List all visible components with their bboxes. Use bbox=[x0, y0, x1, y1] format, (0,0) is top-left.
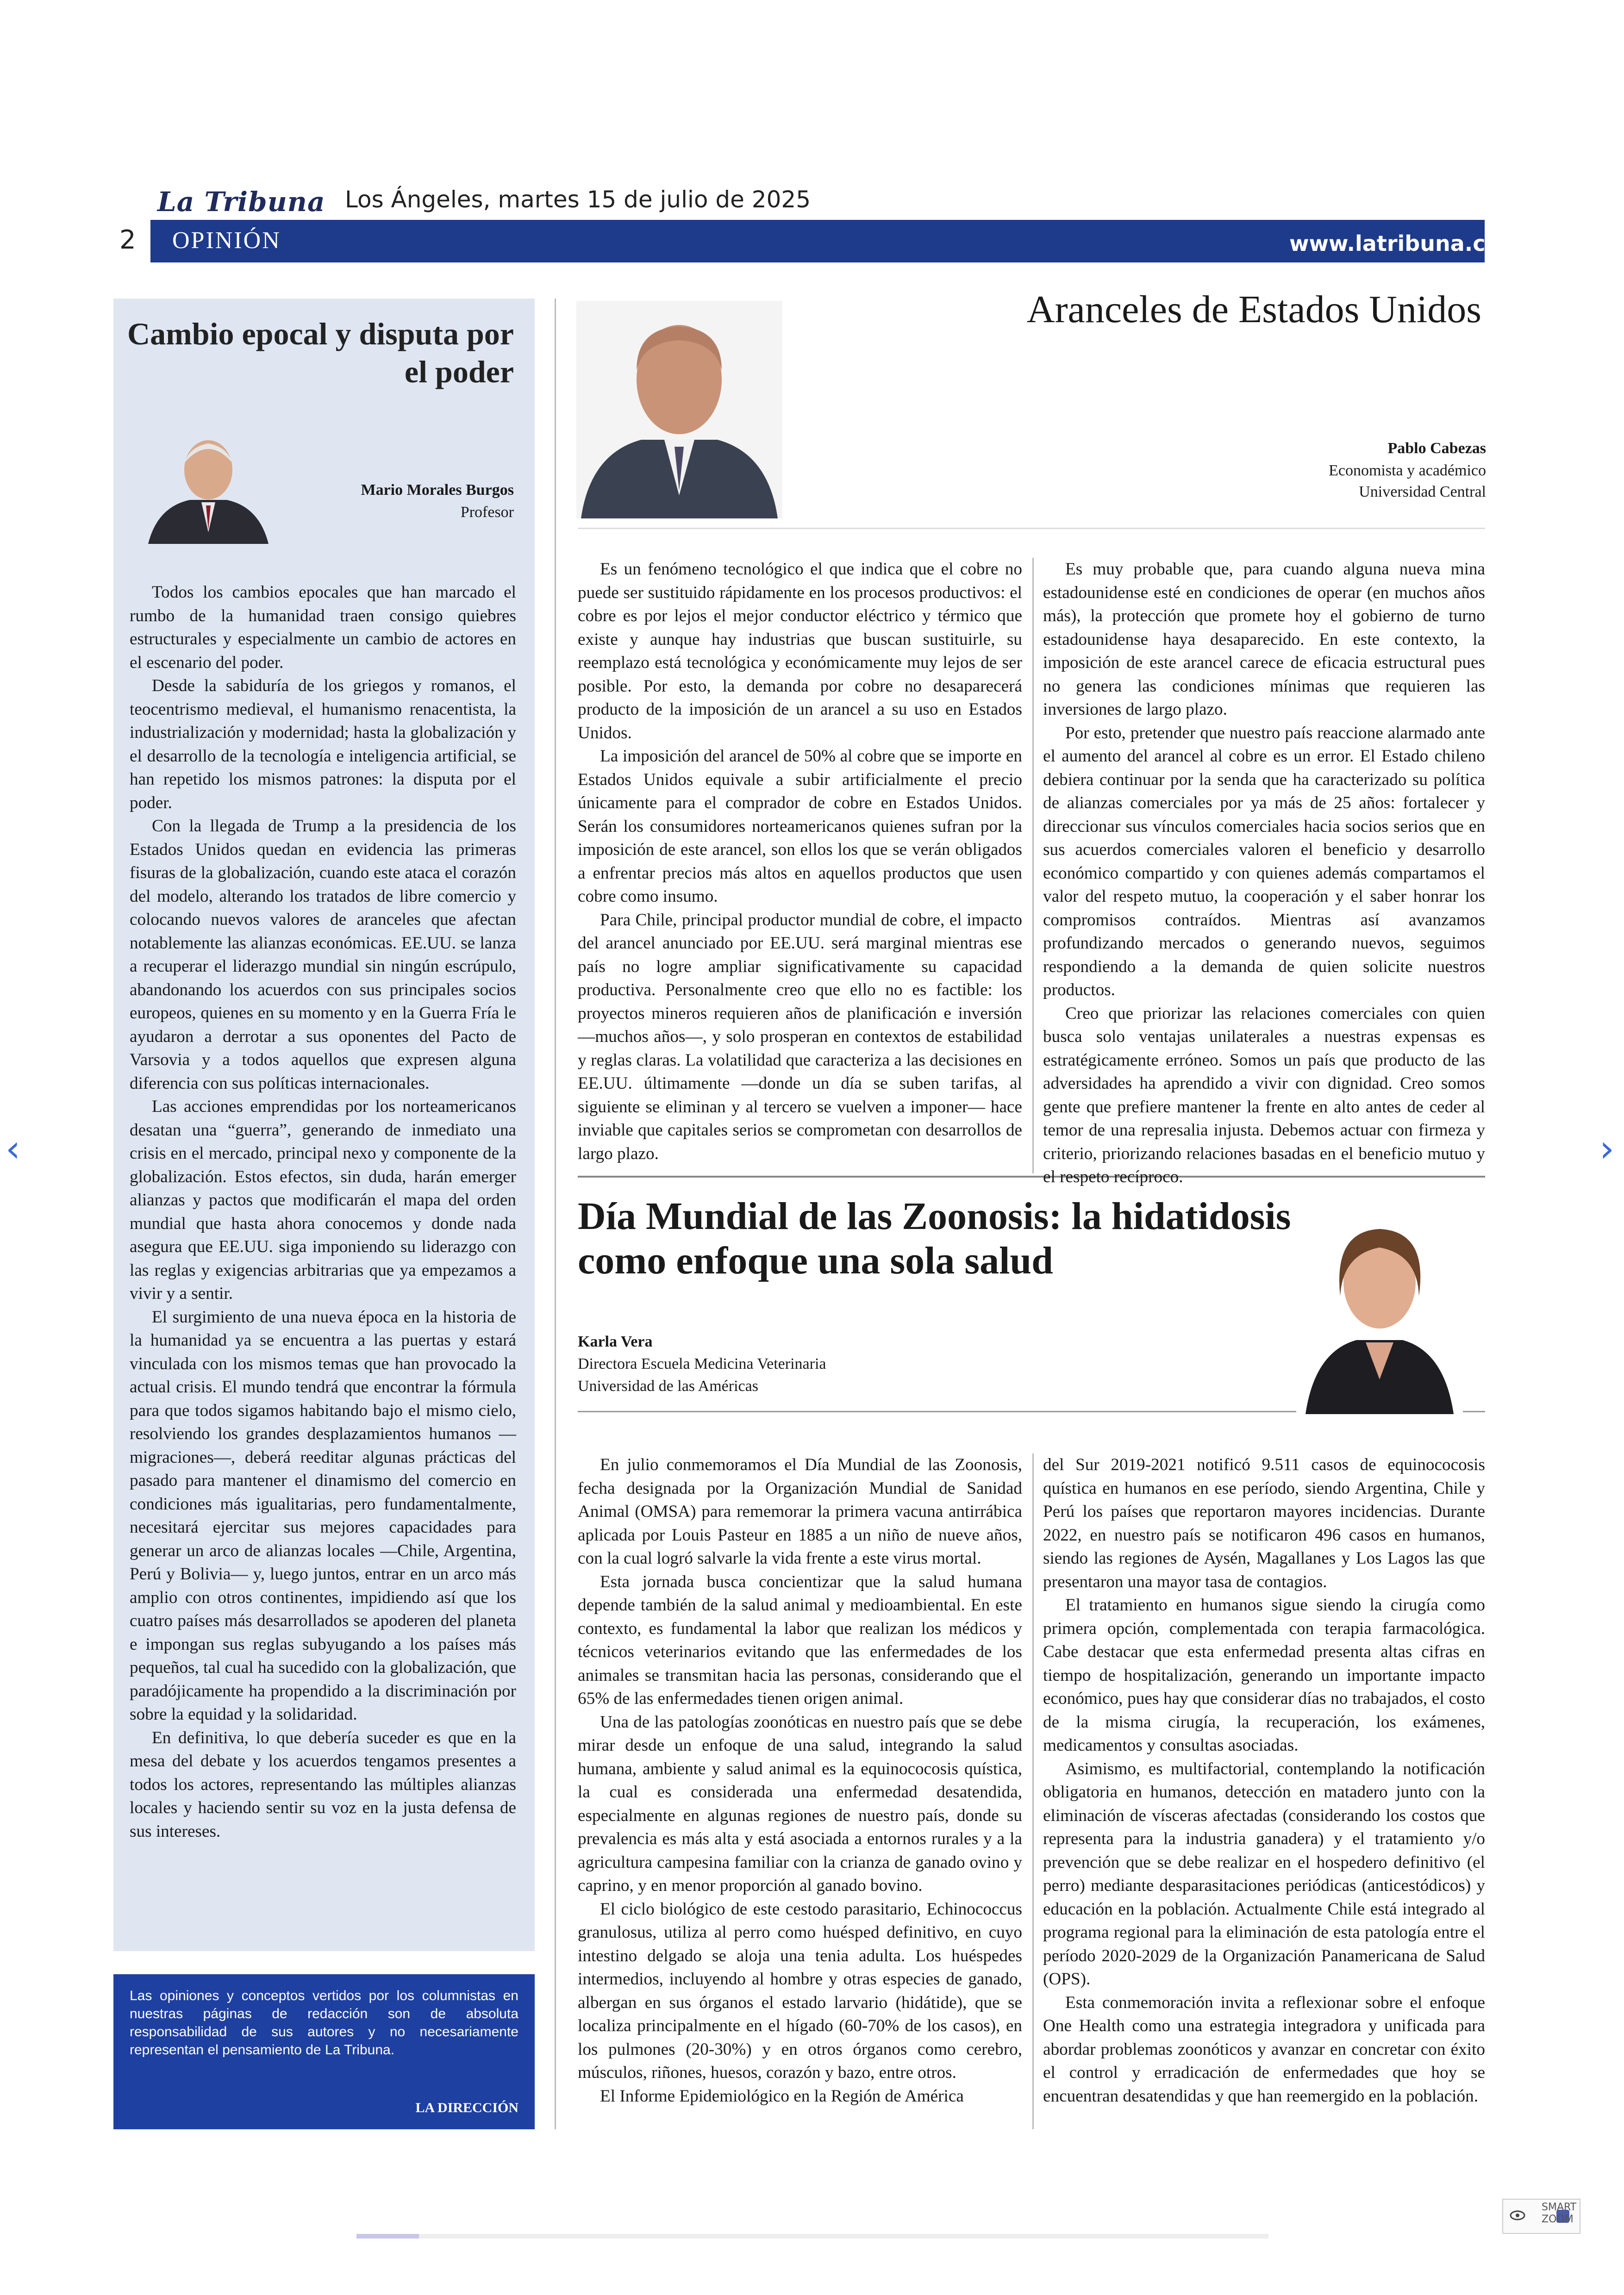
paragraph: Con la llegada de Trump a la presidencia de los Estados Unidos quedan en evidencia las primeras fisuras de la globalización, cuando este ataca el corazón del modelo, alterando los tratados de libre comercio y colocando nuevos valores de aranceles que afectan notablemente las alianzas económicas. EE.UU. se lanza a recuperar el liderazgo mundial sin ningún escrúpulo, abandonando los acuerdos con sus principales socios europeos, quienes en su momento y en la Guerra Fría le ayudaron a derrotar a sus oponentes del Pacto de Varsovia y a todos aquellos que expresen alguna diferencia con sus políticas internacionales. bbox=[130, 817, 516, 1093]
paragraph: El ciclo biológico de este cestodo parasitario, Echinococcus granulosus, utiliza al perro como huésped definitivo, en cuyo intestino delgado se aloja una tenia adulta. Los huéspedes intermedios, incluyendo al hombre y otras especies de ganado, albergan en sus órganos el estado larvario (hidátide), que se localiza principalmente en el hígado (60-70% de los casos), en los pulmones (20-30%) y en otros órganos como cerebro, músculos, riñones, huesos, corazón y bazo, entre otros. bbox=[578, 1899, 1022, 2082]
smart-zoom-line1: SMART bbox=[1542, 2201, 1577, 2213]
newspaper-logo: La Tribuna bbox=[157, 186, 325, 218]
disclaimer-signature: LA DIRECCIÓN bbox=[415, 2100, 518, 2115]
smart-zoom-line2: ZOOM bbox=[1542, 2214, 1574, 2225]
paragraph: El tratamiento en humanos sigue siendo la cirugía como primera opción, complementada con terapia farmacológica. Cabe destacar que esta enfermedad presenta altas cifras en tiempo de hospitalización, generando un importante impacto económico, pues hay que considerar días no trabajados, el costo de la misma cirugía, la recuperación, los exámenes, medicamentos y consultas asociadas. bbox=[1043, 1596, 1485, 1755]
paragraph: Asimismo, es multifactorial, contemplando la notificación obligatoria en humanos, detección en matadero junto con la eliminación de vísceras afectadas (considerando los costos que representa para la industria ganadera) y el tratamiento y/o prevención que se debe realizar en el hospedero definitivo (el perro) mediante desparasitaciones periódicas (anticestódicos) y educación en la población. Actualmente Chile está integrado al programa regional para la eliminación de esta patología entre el período 2020-2029 de la Organización Panamericana de Salud (OPS). bbox=[1043, 1759, 1485, 1989]
zoonosis-author-role: Directora Escuela Medicina Veterinaria bbox=[578, 1355, 826, 1372]
author-photo-karla bbox=[1296, 1204, 1463, 1414]
byline-divider bbox=[578, 528, 1485, 529]
paragraph: Una de las patologías zoonóticas en nuestro país que se debe mirar desde un enfoque de una salud, integrando la salud humana, ambiente y salud animal es la equinococosis quística, la cual es considerada una enfermedad desatendida, especialmente en algunas regiones de nuestro país, donde su prevalencia es más alta y está asociada a entornos rurales y a la agricultura campesina familiar con la crianza de ganado ovino y caprino, y en menor proporción al ganado bovino. bbox=[578, 1712, 1022, 1895]
section-bar bbox=[113, 220, 1485, 262]
column-divider bbox=[555, 299, 556, 2129]
eye-icon bbox=[1510, 2210, 1525, 2221]
tariffs-author-role: Economista y académico bbox=[1329, 462, 1486, 479]
dateline: Los Ángeles, martes 15 de julio de 2025 bbox=[345, 186, 811, 213]
tariffs-author-affiliation: Universidad Central bbox=[1359, 483, 1486, 500]
column-divider bbox=[1032, 558, 1034, 1173]
tariffs-column-1 bbox=[578, 558, 1022, 1166]
author-photo-mario bbox=[139, 426, 278, 544]
horizontal-scrollbar[interactable] bbox=[356, 2234, 1268, 2239]
zoonosis-column-2 bbox=[1043, 1453, 1485, 2108]
section-title: OPINIÓN bbox=[172, 227, 281, 254]
paragraph: En julio conmemoramos el Día Mundial de las Zoonosis, fecha designada por la Organización Mundial de Sanidad Animal (OMSA) para rememorar la primera vacuna antirrábica aplicada por Louis Pasteur en 1885 a un niño de nueve años, con la cual logró salvarle la vida frente a este virus mortal. bbox=[578, 1455, 1022, 1568]
tariffs-author-name: Pablo Cabezas bbox=[1387, 440, 1486, 457]
left-author-role: Profesor bbox=[460, 504, 514, 521]
tariffs-column-2 bbox=[1043, 558, 1485, 1189]
next-page-arrow-icon[interactable]: › bbox=[1599, 1127, 1614, 1170]
paragraph: Esta conmemoración invita a reflexionar sobre el enfoque One Health como una estrategia integradora y unificada para abordar problemas zoonóticos y avanzar en concretar con éxito el control y erradicación de enfermedades que hoy se encuentran desatendidas y que han reemergido en la población. bbox=[1043, 1993, 1485, 2106]
paragraph: Para Chile, principal productor mundial de cobre, el impacto del arancel anunciado por EE.UU. será marginal mientras ese país no logre ampliar significativamente su capacidad productiva. Personalmente creo que ello no es factible: los proyectos mineros requieren años de planificación e inversión —muchos años—, y solo prosperan en contextos de estabilidad y reglas claras. La volatilidad que caracteriza a las decisiones en EE.UU. últimamente —donde un día se suben tarifas, al siguiente se eliminan y al tercero se vuelven a imponer— hace inviable que capitales serios se comprometan con desarrollos de largo plazo. bbox=[578, 910, 1022, 1163]
zoonosis-article-title: Día Mundial de las Zoonosis: la hidatidosis como enfoque una sola salud bbox=[578, 1195, 1291, 1282]
paragraph: del Sur 2019-2021 notificó 9.511 casos de equinococosis quística en humanos en ese período, siendo Argentina, Chile y Perú los países que reportaron mayores incidencias. Durante 2022, en nuestro país se notificaron 496 casos en humanos, siendo las regiones de Aysén, Magallanes y Los Lagos las que presentaron una mayor tasa de contagios. bbox=[1043, 1455, 1485, 1591]
zoonosis-column-1 bbox=[578, 1453, 1022, 2108]
scrollbar-thumb[interactable] bbox=[356, 2234, 419, 2239]
paragraph: Esta jornada busca concientizar que la salud humana depende también de la salud animal y medioambiental. En este contexto, es fundamental la labor que realizan los médicos y técnicos veterinarios evitando que las enfermedades de los animales se transmitan hacia las personas, considerando que el 65% de las enfermedades tienen origen animal. bbox=[578, 1572, 1022, 1708]
paragraph: El Informe Epidemiológico en la Región de América bbox=[600, 2086, 964, 2106]
left-author-name: Mario Morales Burgos bbox=[361, 481, 514, 499]
zoonosis-author-name: Karla Vera bbox=[578, 1333, 653, 1350]
column-divider bbox=[1032, 1453, 1034, 2129]
left-article-title: Cambio epocal y disputa por el poder bbox=[127, 316, 514, 389]
paragraph: Las acciones emprendidas por los norteamericanos desatan una “guerra”, generando de inmediato una crisis en el mercado, principal nexo y componente de la globalización. Estos efectos, sin duda, harán emerger alianzas y pactos que modificarán el mapa del orden mundial que hasta ahora conocemos y donde nada asegura que EE.UU. siga imponiendo su liderazgo con las reglas y exigencias arbitrarias que ya empezamos a vivir y a sentir. bbox=[130, 1097, 516, 1303]
tariffs-article-title: Aranceles de Estados Unidos bbox=[1026, 288, 1481, 331]
paragraph: Desde la sabiduría de los griegos y romanos, el teocentrismo medieval, el humanismo renacentista, la industrialización y modernidad; hasta la globalización y el desarrollo de la tecnología e inteligencia artificial, se han repetido los mismos patrones: la disputa por el poder. bbox=[130, 676, 516, 812]
paragraph: Creo que priorizar las relaciones comerciales con quien busca solo ventajas unilaterales a nuestras expensas es estratégicamente erróneo. Somos un país que producto de las adversidades ha aprendido a vivir con dignidad. Creo somos gente que prefiere mantener la frente en alto antes de ceder al temor de una represalia injusta. Debemos actuar con firmeza y criterio, priorizando relaciones basadas en el beneficio mutuo y el respeto recíproco. bbox=[1043, 1004, 1485, 1186]
left-article-body bbox=[130, 581, 516, 1843]
paragraph: Todos los cambios epocales que han marcado el rumbo de la humanidad traen consigo quiebres estructurales y especialmente un cambio de actores en el escenario del poder. bbox=[130, 583, 516, 672]
zoonosis-author-affiliation: Universidad de las Américas bbox=[578, 1378, 758, 1395]
paragraph: Es un fenómeno tecnológico el que indica que el cobre no puede ser sustituido rápidamente en los procesos productivos: el cobre es por lejos el mejor conductor eléctrico y térmico que existe y aunque hay industrias que buscan sustituirle, su reemplazo está tecnológica y económicamente muy lejos de ser posible. Por esto, la demanda por cobre no desaparecerá producto de la imposición de un arancel a su uso en Estados Unidos. bbox=[578, 560, 1022, 742]
author-photo-pablo bbox=[576, 301, 782, 518]
paragraph: Es muy probable que, para cuando alguna nueva mina estadounidense esté en condiciones de operar (en muchos años más), la protección que promete hoy el gobierno de turno estadounidense haya desaparecido. En este contexto, la imposición de este arancel carece de eficacia estructural pues no genera las condiciones mínimas que requieren las inversiones de largo plazo. bbox=[1043, 560, 1485, 719]
page-number: 2 bbox=[119, 225, 136, 255]
smart-zoom-label bbox=[1542, 2201, 1576, 2226]
website-url[interactable]: www.latribuna.cl bbox=[1289, 231, 1493, 256]
paragraph: La imposición del arancel de 50% al cobre que se importe en Estados Unidos equivale a subir artificialmente el precio únicamente para el comprador de cobre en Estados Unidos. Serán los consumidores norteamericanos quienes sufran por la imposición de este arancel, son ellos los que se verán obligados a enfrentar precios más altos en aquellos productos que usen cobre como insumo. bbox=[578, 747, 1022, 906]
disclaimer-text: Las opiniones y conceptos vertidos por los columnistas en nuestras páginas de redacción son de absoluta responsabilidad de sus autores y no necesariamente representan el pensamiento de La Tribuna. bbox=[130, 1988, 518, 2058]
paragraph: El surgimiento de una nueva época en la historia de la humanidad ya se encuentra a las puertas y estará vinculada con los mismos temas que han provocado la actual crisis. El mundo tendrá que encontrar la fórmula para que todos sigamos habitando bajo el mismo cielo, resolviendo los grandes desplazamientos humanos —migraciones—, deberá reeditar algunas prácticas del pasado para mantener el dinamismo del comercio en condiciones más igualitarias, pero fundamentalmente, necesitará ejercitar sus mejores capacidades para generar un arco de alianzas locales —Chile, Argentina, Perú y Bolivia— y, luego juntos, entrar en un arco más amplio con otros continentes, impidiendo así que los cuatro países más desarrollados se apoderen del planeta e impongan sus reglas subyugando a los países más pequeños, tal cual ha sucedido con la globalización, que paradójicamente ha propendido a la discriminación por sobre la equidad y la solidaridad. bbox=[130, 1307, 516, 1724]
paragraph: Por esto, pretender que nuestro país reaccione alarmado ante el aumento del arancel al cobre es un error. El Estado chileno debiera continuar por la senda que ha caracterizado su política de alianzas comerciales por ya más de 25 años: fortalecer y direccionar sus vínculos comerciales hacia socios serios que en sus acuerdos comerciales valoren el beneficio y desarrollo económico compartido y con quienes además compartamos el valor del respeto mutuo, la cooperación y el saber honrar los compromisos contraídos. Mientras así avanzamos profundizando mercados o generando nuevos, seguimos respondiendo a la demanda de quien solicite nuestros productos. bbox=[1043, 723, 1485, 999]
paragraph: En definitiva, lo que debería suceder es que en la mesa del debate y los acuerdos tengamos presentes a todos los actores, representando las múltiples alianzas locales y haciendo sentir su voz en la justa defensa de sus intereses. bbox=[130, 1728, 516, 1841]
prev-page-arrow-icon[interactable]: ‹ bbox=[6, 1127, 20, 1170]
